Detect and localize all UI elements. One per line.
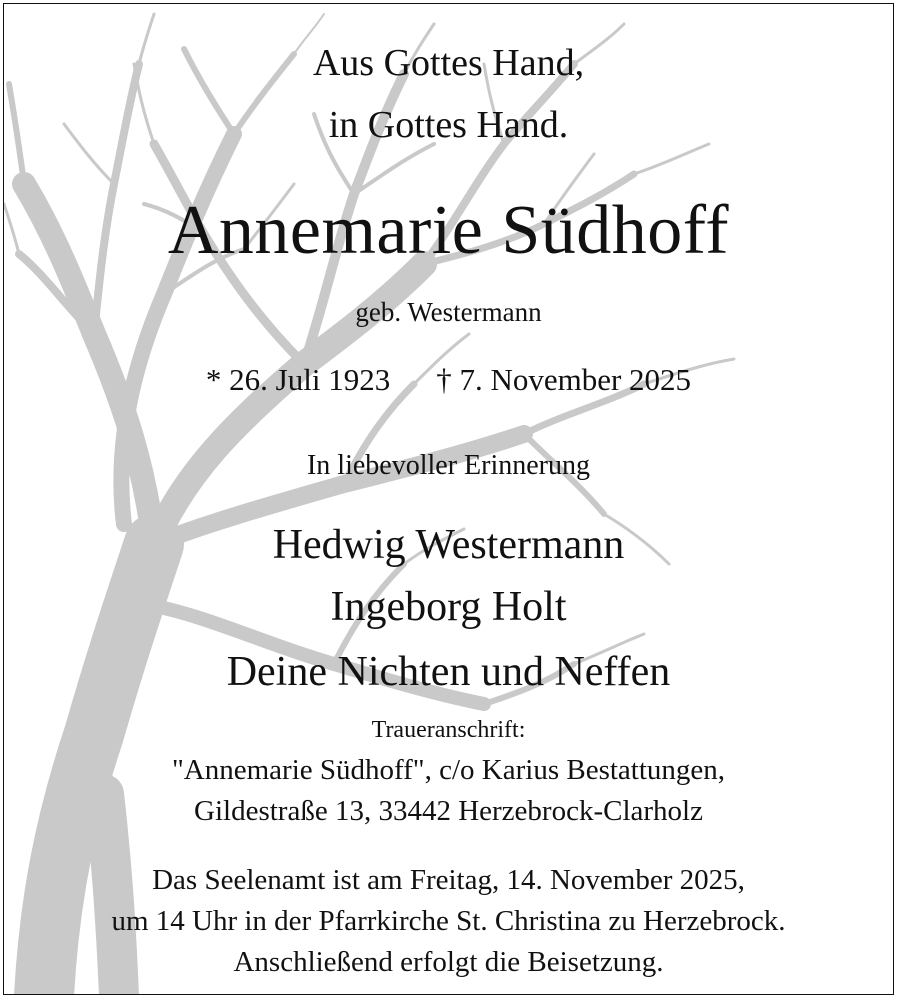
mourner-3: Deine Nichten und Neffen — [226, 649, 671, 695]
service-line-3: Anschließend erfolgt die Beisetzung. — [233, 946, 664, 978]
address-label: Traueranschrift: — [371, 717, 526, 743]
verse-line-1: Aus Gottes Hand, — [312, 42, 585, 84]
deceased-name: Annemarie Südhoff — [167, 192, 730, 269]
mourner-1: Hedwig Westermann — [272, 522, 625, 568]
life-dates — [4, 364, 893, 395]
birth-name: geb. Westermann — [355, 297, 542, 327]
birth-date: * 26. Juli 1923 — [205, 362, 391, 397]
tree-silhouette-image — [4, 4, 894, 995]
address-line-1: "Annemarie Südhoff", c/o Karius Bestattungen, — [171, 754, 726, 786]
address-line-2: Gildestraße 13, 33442 Herzebrock-Clarholz — [194, 795, 703, 827]
service-line-2: um 14 Uhr in der Pfarrkirche St. Christina zu Herzebrock. — [111, 905, 786, 937]
death-date: † 7. November 2025 — [436, 362, 692, 397]
mourner-2: Ingeborg Holt — [330, 584, 567, 630]
obituary-card — [3, 3, 894, 995]
verse-line-2: in Gottes Hand. — [328, 104, 569, 146]
service-line-1: Das Seelenamt ist am Freitag, 14. November 2025, — [152, 864, 745, 896]
remembrance-text: In liebevoller Erinnerung — [306, 450, 590, 481]
